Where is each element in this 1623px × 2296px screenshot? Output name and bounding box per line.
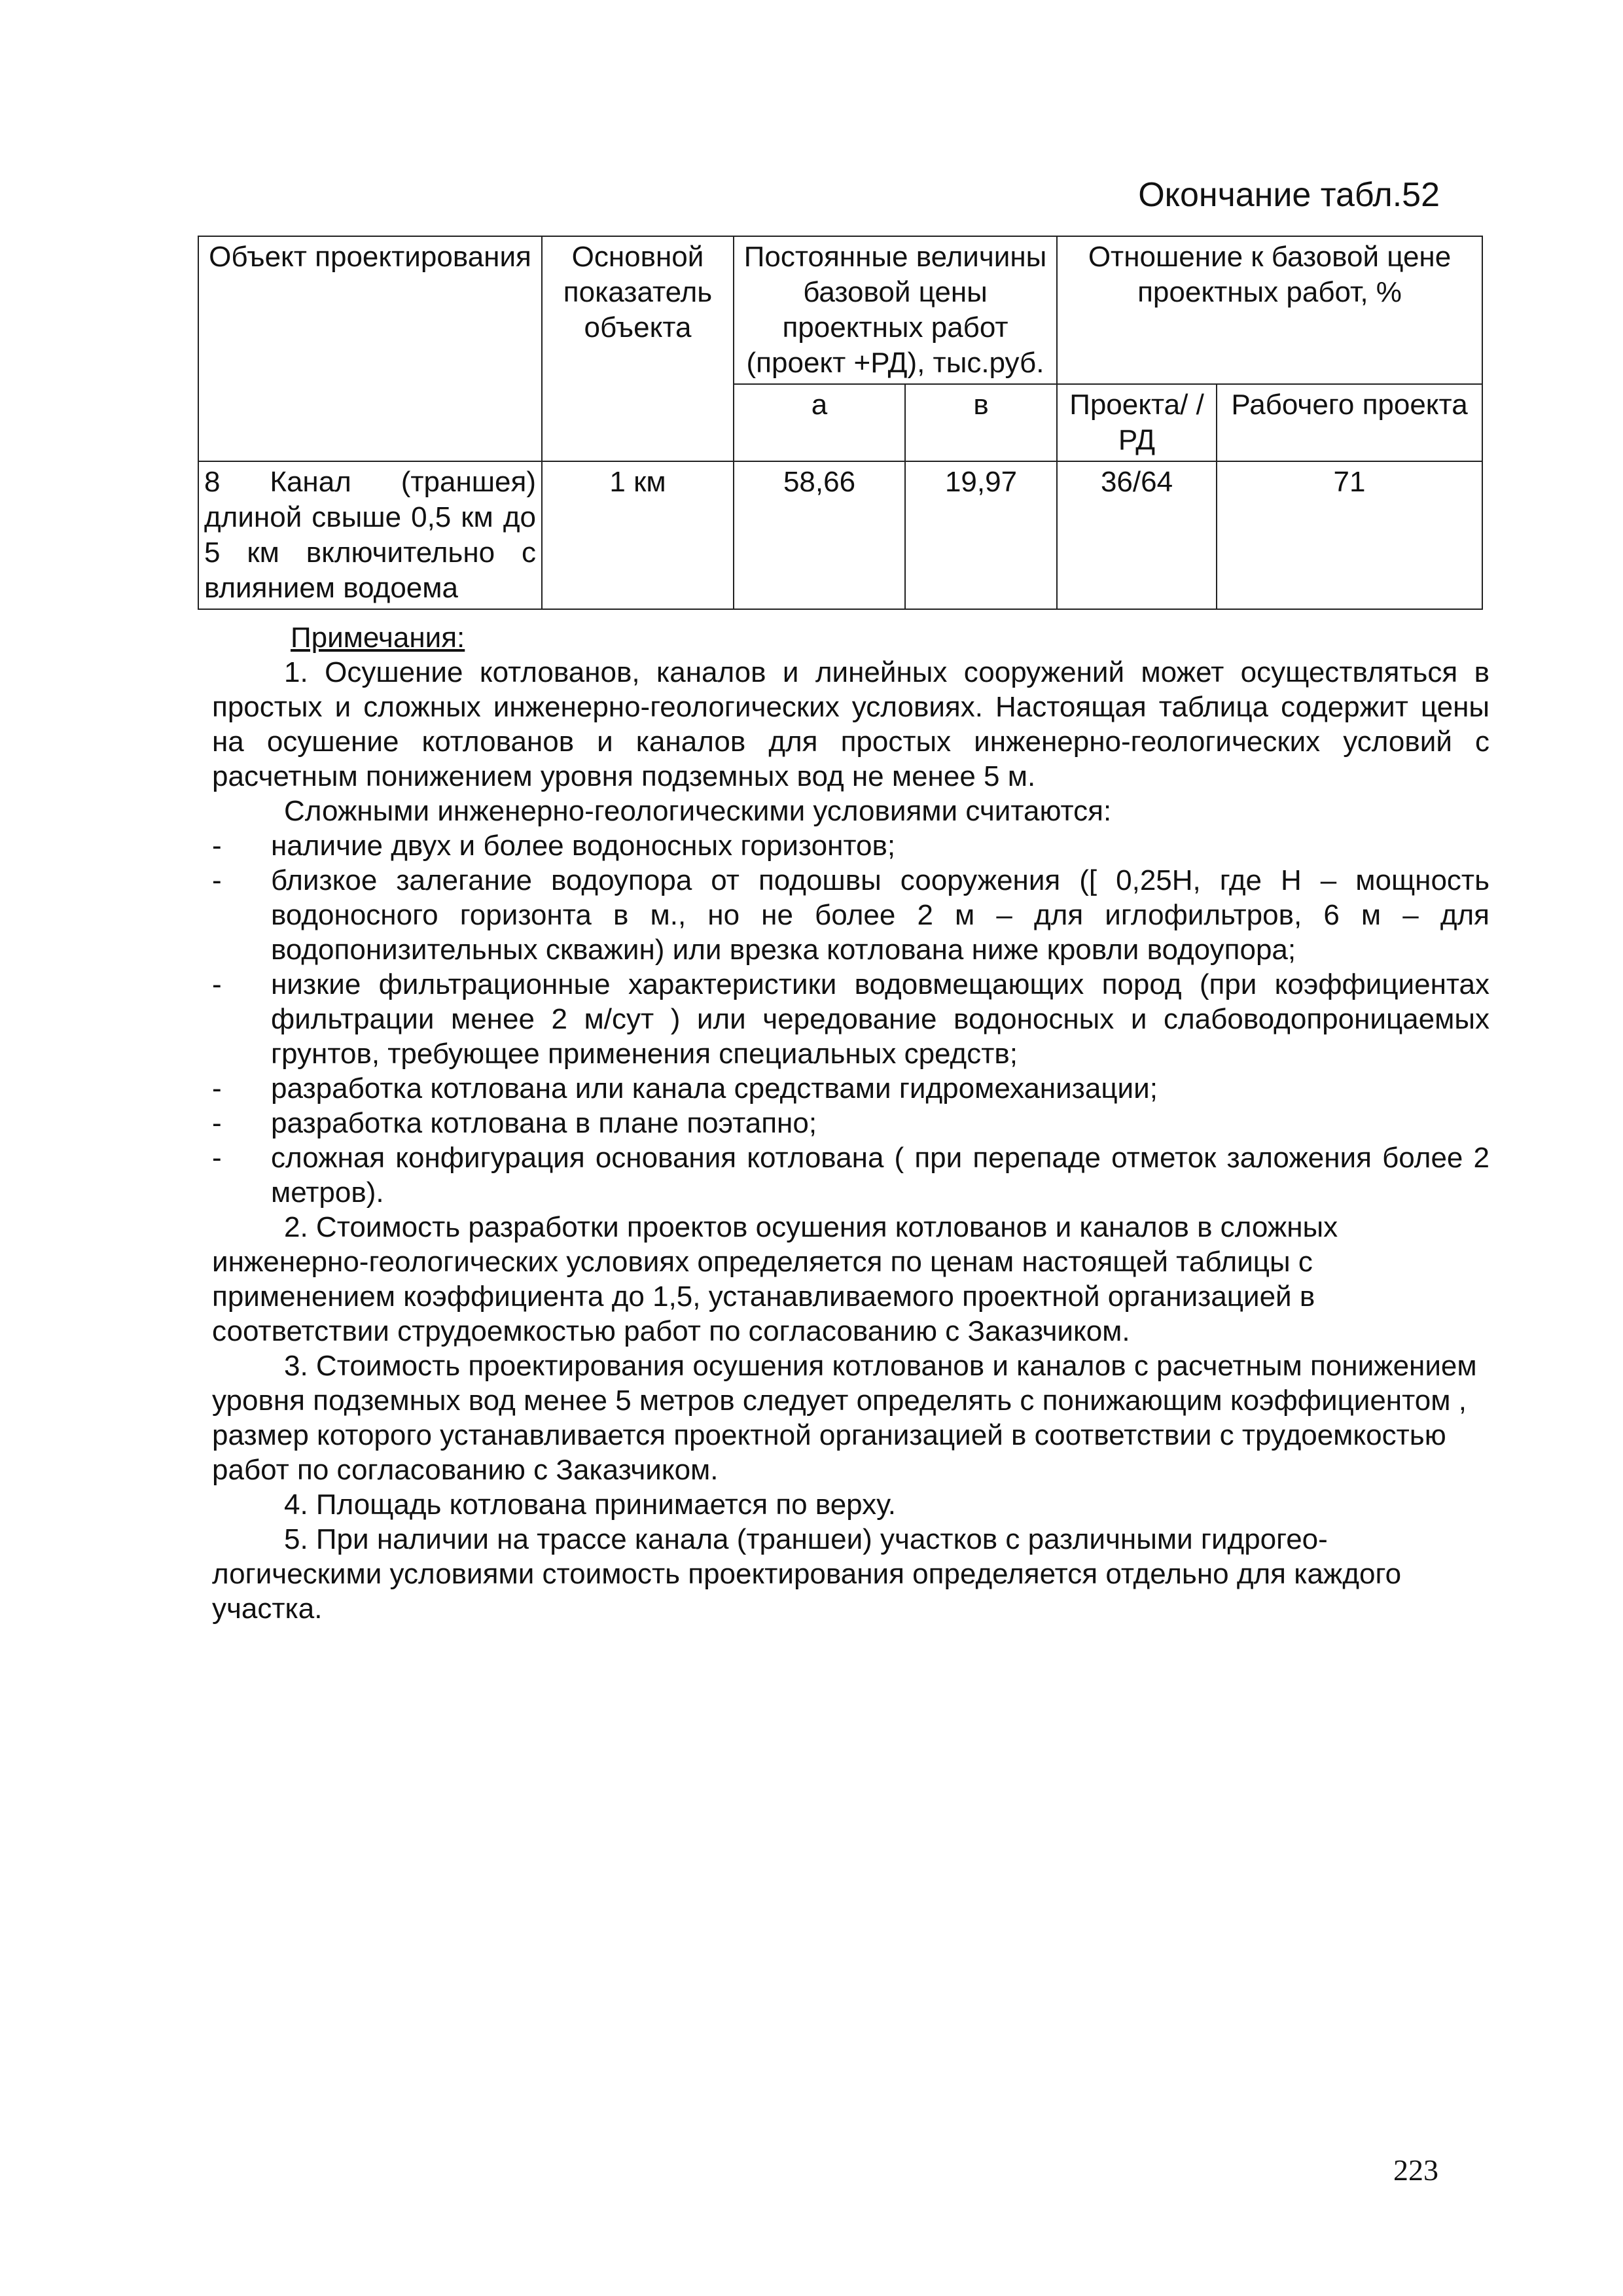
note-1: 1. Осушение котлованов, каналов и линейных сооружений может осуществляться в простых и сложных инженерно-геологических условиях. Настоящая таблица содержит цены на осушение котлованов и каналов для простых инженерно-геологических условий с расчетным понижением уровня подземных вод не менее 5 м.	[212, 656, 1489, 792]
complex-intro: Сложными инженерно-геологическими условиями считаются:	[284, 795, 1112, 827]
list-item-text: близкое залегание водоупора от подошвы сооружения ([ 0,25Н, где Н – мощность водоносного горизонта в м., но не более 2 м – для иглофильтров, 6 м – для водопонизительных скважин) или врезка котлована ниже кровли водоупора;	[271, 864, 1489, 966]
dash-marker: -	[212, 1142, 222, 1174]
header-indicator: Основной показатель объекта	[542, 236, 734, 461]
cell-object: 8 Канал (траншея) длиной свыше 0,5 км до 5 км включительно с влиянием водоема	[198, 461, 542, 609]
note-4: 4. Площадь котлована принимается по верху.	[284, 1489, 896, 1521]
dash-marker: -	[212, 1107, 222, 1139]
header-constants: Постоянные величины базовой цены проектных работ (проект +РД), тыс.руб.	[734, 236, 1057, 384]
table-caption: Окончание табл.52	[1138, 176, 1440, 214]
list-item	[212, 863, 1489, 967]
list-item-text: низкие фильтрационные характеристики водовмещающих пород (при коэффициентах фильтрации менее 2 м/сут ) или чередование водоносных и слабоводопроницаемых грунтов, требующее применения специальных средств;	[271, 968, 1489, 1070]
cell-a: 58,66	[734, 461, 905, 609]
list-item-text: разработка котлована или канала средствами гидромеханизации;	[271, 1072, 1158, 1104]
list-item-text: разработка котлована в плане поэтапно;	[271, 1107, 817, 1139]
dash-marker: -	[212, 968, 222, 1000]
list-item	[212, 1071, 1489, 1106]
cell-working: 71	[1217, 461, 1482, 609]
page-number: 223	[1393, 2153, 1438, 2187]
notes-title: Примечания:	[291, 622, 465, 654]
header-ratio: Отношение к базовой цене проектных работ, %	[1057, 236, 1482, 384]
header-sub-project: Проекта/ /РД	[1057, 384, 1217, 461]
list-item	[212, 1140, 1489, 1210]
header-sub-a: а	[734, 384, 905, 461]
cell-indicator: 1 км	[542, 461, 734, 609]
cell-project: 36/64	[1057, 461, 1217, 609]
list-item-text: сложная конфигурация основания котлована ( при перепаде отметок заложения более 2 метров).	[271, 1142, 1489, 1209]
list-item	[212, 967, 1489, 1071]
cell-b: 19,97	[905, 461, 1057, 609]
note-3: 3. Стоимость проектирования осушения котлованов и каналов с расчетным понижением уровня подземных вод менее 5 метров следует определять с понижающим коэффициентом , размер которого устанавливается проектной организацией в соответствии с трудоемкостью работ по согласованию с Заказчиком.	[212, 1350, 1477, 1486]
header-object: Объект проектирования	[198, 236, 542, 461]
list-item	[212, 1106, 1489, 1140]
notes-section	[212, 620, 1489, 1626]
dash-marker: -	[212, 864, 222, 896]
note-5: 5. При наличии на трассе канала (траншеи) участков с различными гидрогео-логическими условиями стоимость проектирования определяется отдельно для каждого участка.	[212, 1523, 1402, 1625]
price-table	[198, 236, 1483, 610]
dash-marker: -	[212, 830, 222, 862]
table-row	[198, 461, 1482, 609]
note-2: 2. Стоимость разработки проектов осушения котлованов и каналов в сложных инженерно-геологических условиях определяется по ценам настоящей таблицы с применением коэффициента до 1,5, устанавливаемого проектной организацией в соответствии струдоемкостью работ по согласованию с Заказчиком.	[212, 1211, 1338, 1347]
list-item-text: наличие двух и более водоносных горизонтов;	[271, 830, 896, 862]
dash-marker: -	[212, 1072, 222, 1104]
header-sub-b: в	[905, 384, 1057, 461]
list-item	[212, 828, 1489, 863]
header-sub-working: Рабочего проекта	[1217, 384, 1482, 461]
